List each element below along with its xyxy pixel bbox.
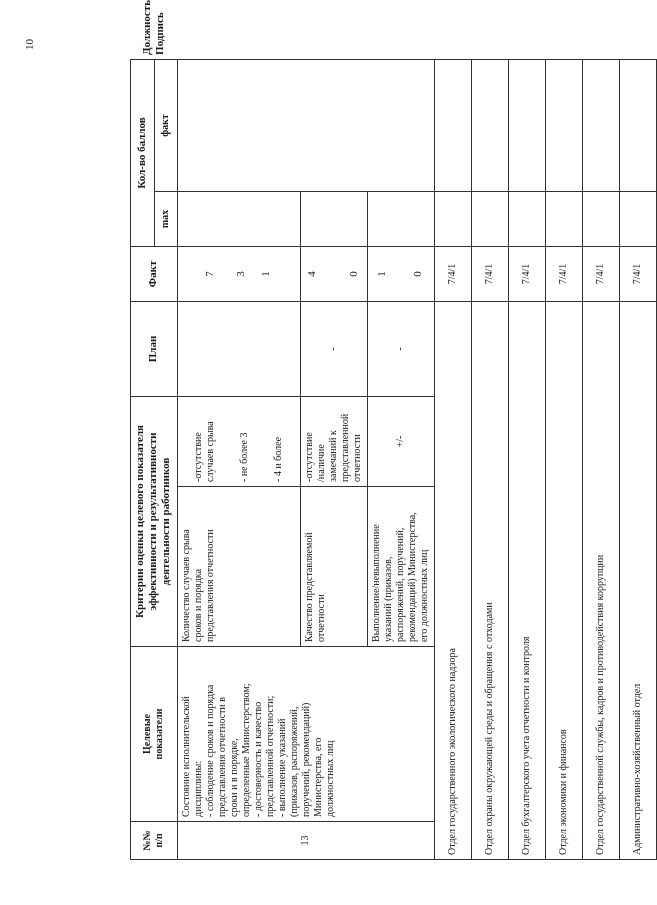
header-indicator: Целевые показатели bbox=[131, 647, 178, 822]
department-name: Отдел государственного экологического надзора bbox=[434, 301, 471, 859]
indicator-text: Состояние исполнительской дисциплины: - соблюдение сроков и порядка представления отчетности в сроки и в порядке, определенные Министерством; - достоверность и качество представленной отчетности; - выполнение указаний (приказов, распоряжений, поручений, рекомендаций) Министерства, его должностных лиц bbox=[177, 647, 434, 822]
department-row bbox=[471, 59, 508, 859]
max-1-b: 3 bbox=[234, 271, 247, 277]
department-signature bbox=[619, 59, 656, 191]
department-actual bbox=[545, 191, 582, 246]
max-3-b: 0 bbox=[411, 271, 424, 277]
actual-1 bbox=[177, 191, 300, 246]
header-fact: Факт bbox=[131, 246, 178, 301]
department-actual bbox=[508, 191, 545, 246]
department-actual bbox=[471, 191, 508, 246]
plan-1-a: -отсутствие случаев срыва bbox=[192, 421, 216, 482]
department-actual bbox=[582, 191, 619, 246]
actual-2 bbox=[300, 191, 367, 246]
max-2-b: 0 bbox=[347, 271, 360, 277]
department-score: 7/4/1 bbox=[434, 246, 471, 301]
department-signature bbox=[508, 59, 545, 191]
max-2 bbox=[300, 246, 367, 301]
max-3 bbox=[367, 246, 434, 301]
rotated-table-container bbox=[130, 0, 643, 860]
department-actual bbox=[434, 191, 471, 246]
plan-1-c: - 4 и более bbox=[272, 436, 284, 482]
row-13-part-1 bbox=[177, 59, 300, 859]
department-signature bbox=[434, 59, 471, 191]
header-plan: План bbox=[131, 301, 178, 396]
department-name: Отдел бухгалтерского учета отчетности и контроля bbox=[508, 301, 545, 859]
fact-1 bbox=[177, 301, 300, 396]
criterion-1: Количество случаев срыва сроков и порядка представления отчетности bbox=[177, 487, 300, 647]
department-score: 7/4/1 bbox=[471, 246, 508, 301]
department-row bbox=[619, 59, 656, 859]
header-number: №№ п/п bbox=[131, 822, 178, 860]
actual-3 bbox=[367, 191, 434, 246]
department-score: 7/4/1 bbox=[545, 246, 582, 301]
fact-2: - bbox=[300, 301, 367, 396]
max-1 bbox=[177, 246, 300, 301]
department-row bbox=[582, 59, 619, 859]
max-1-c: 1 bbox=[260, 271, 273, 277]
criterion-3: Выполнение/невыполнение указаний (приказов, распоряжений, поручений, рекомендаций) Министерства, его должностных лиц bbox=[367, 487, 434, 647]
header-max: max bbox=[154, 191, 177, 246]
department-signature bbox=[582, 59, 619, 191]
header-points: Кол-во баллов bbox=[131, 59, 155, 246]
department-name: Отдел государственной службы, кадров и противодействия коррупции bbox=[582, 301, 619, 859]
department-score: 7/4/1 bbox=[508, 246, 545, 301]
department-name: Административно-хозяйственный отдел bbox=[619, 301, 656, 859]
max-3-a: 1 bbox=[376, 271, 389, 277]
header-row: №№ п/п Целевые показатели Критерии оценки целевого показателя эффективности и результативности деятельности работников План Факт Кол-во баллов Должность Подпись bbox=[131, 59, 155, 859]
plan-3: +/- bbox=[367, 396, 434, 486]
fact-3: - bbox=[367, 301, 434, 396]
header-actual: факт bbox=[154, 59, 177, 191]
department-signature bbox=[545, 59, 582, 191]
department-actual bbox=[619, 191, 656, 246]
max-1-a: 7 bbox=[203, 271, 216, 277]
evaluation-table bbox=[130, 0, 657, 860]
max-2-a: 4 bbox=[306, 271, 319, 277]
row-number: 13 bbox=[177, 822, 434, 860]
department-row bbox=[545, 59, 582, 859]
department-row bbox=[508, 59, 545, 859]
plan-1-b: - не более 3 bbox=[238, 432, 250, 482]
department-signature bbox=[471, 59, 508, 191]
criterion-2: Качество представляемой отчетности bbox=[300, 487, 367, 647]
page-number: 10 bbox=[24, 39, 36, 50]
department-score: 7/4/1 bbox=[619, 246, 656, 301]
department-name: Отдел экономики и финансов bbox=[545, 301, 582, 859]
signature-13 bbox=[177, 59, 434, 191]
department-name: Отдел охраны окружающей среды и обращения с отходами bbox=[471, 301, 508, 859]
plan-2: -отсутствие /наличие замечаний к представленной отчетности bbox=[300, 396, 367, 486]
department-row bbox=[434, 59, 471, 859]
plan-1 bbox=[177, 396, 300, 486]
header-criteria: Критерии оценки целевого показателя эффективности и результативности деятельности работников bbox=[131, 396, 178, 646]
department-score: 7/4/1 bbox=[582, 246, 619, 301]
